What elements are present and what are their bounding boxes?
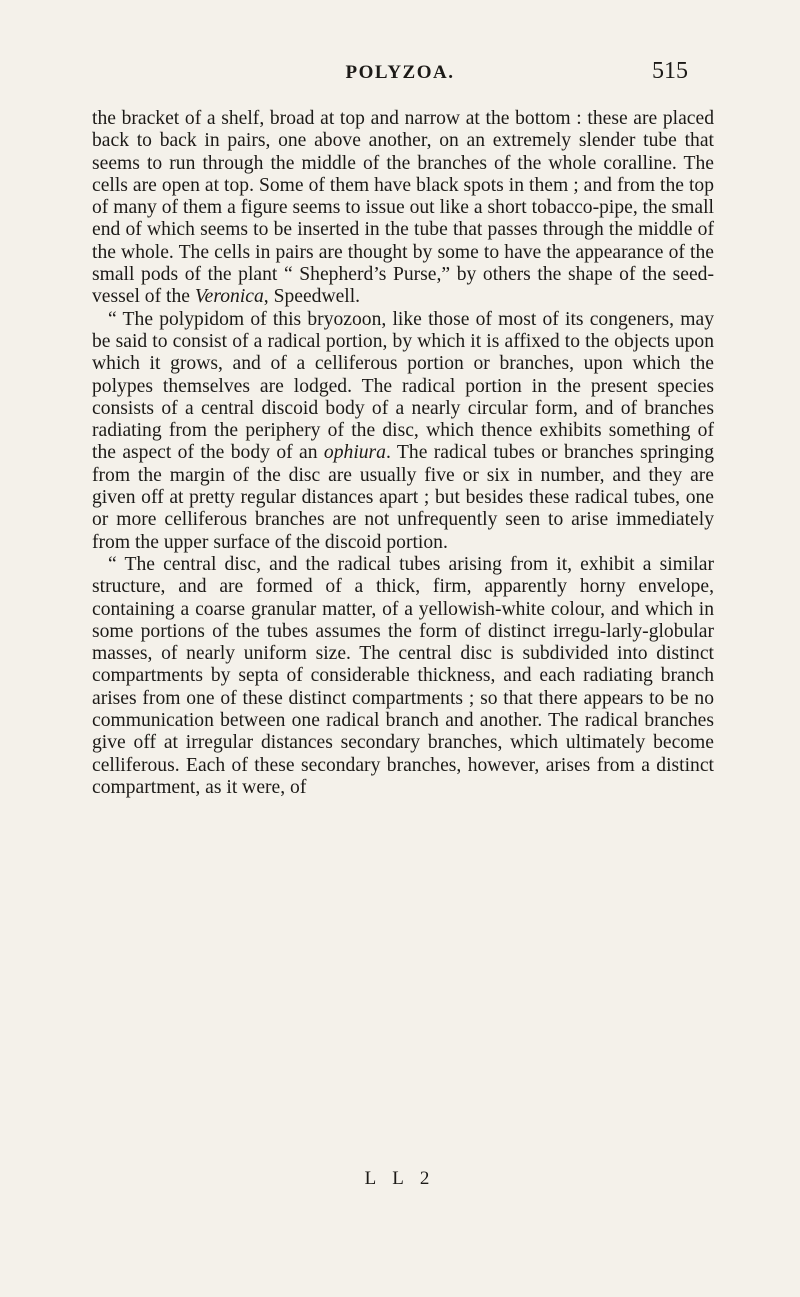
text-run: “ The central disc, and the radical tubes arising from it, exhibit a similar structure, and are formed of a thick, firm, apparently horny envelope, containing a coarse granular matter, of a yellowish-white colour, and which in some portions of the tubes assumes the form of distinct irregu-larly-globular masses, of nearly uniform size. The central disc is subdivided into distinct compartments by septa of considerable thickness, and each radiating branch arises from one of these distinct compartments ; so that there appears to be no communication between one radical branch and another. The radical branches give off at irregular distances secondary branches, which ultimately become celliferous. Each of these secondary branches, however, arises from a distinct compartment, as it were, of (92, 553, 714, 798)
page-number: 515 (652, 58, 688, 84)
running-title: POLYZOA. (345, 62, 455, 83)
text-run: “ The polypidom of this bryozoon, like those of most of its congeners, may be said to consist of a radical portion, by which it is affixed to the objects upon which it grows, and of a celliferous portion or branches, upon which the polypes themselves are lodged. The radical portion in the present species consists of a central discoid body of a nearly circular form, and of branches radiating from the periphery of the disc, which thence exhibits something of the aspect of the body of an (92, 308, 714, 464)
text-run: . The radical tubes or branches springing from the margin of the disc are usually five or six in number, and they are given off at pretty regular distances apart ; but besides these radical tubes, one or more celliferous branches are not unfrequently seen to arise immediately from the upper surface of the discoid portion. (92, 442, 714, 553)
text-run: , Speedwell. (263, 286, 361, 308)
italic-text: Veronica (194, 286, 264, 308)
body-text (92, 108, 714, 799)
paragraph (92, 108, 714, 309)
paragraph (92, 309, 714, 554)
running-head (0, 58, 800, 88)
signature-mark: L L 2 (364, 1168, 436, 1189)
paragraph (92, 554, 714, 799)
italic-text: ophiura (323, 442, 386, 464)
text-run: the bracket of a shelf, broad at top and narrow at the bottom : these are placed back to back in pairs, one above another, on an extremely slender tube that seems to run through the middle of the branches of the whole coralline. The cells are open at top. Some of them have black spots in them ; and from the top of many of them a figure seems to issue out like a short tobacco-pipe, the small end of which seems to be inserted in the tube that passes through the middle of the whole. The cells in pairs are thought by some to have the appearance of the small pods of the plant “ Shepherd’s Purse,” by others the shape of the seed-vessel of the (92, 108, 714, 308)
